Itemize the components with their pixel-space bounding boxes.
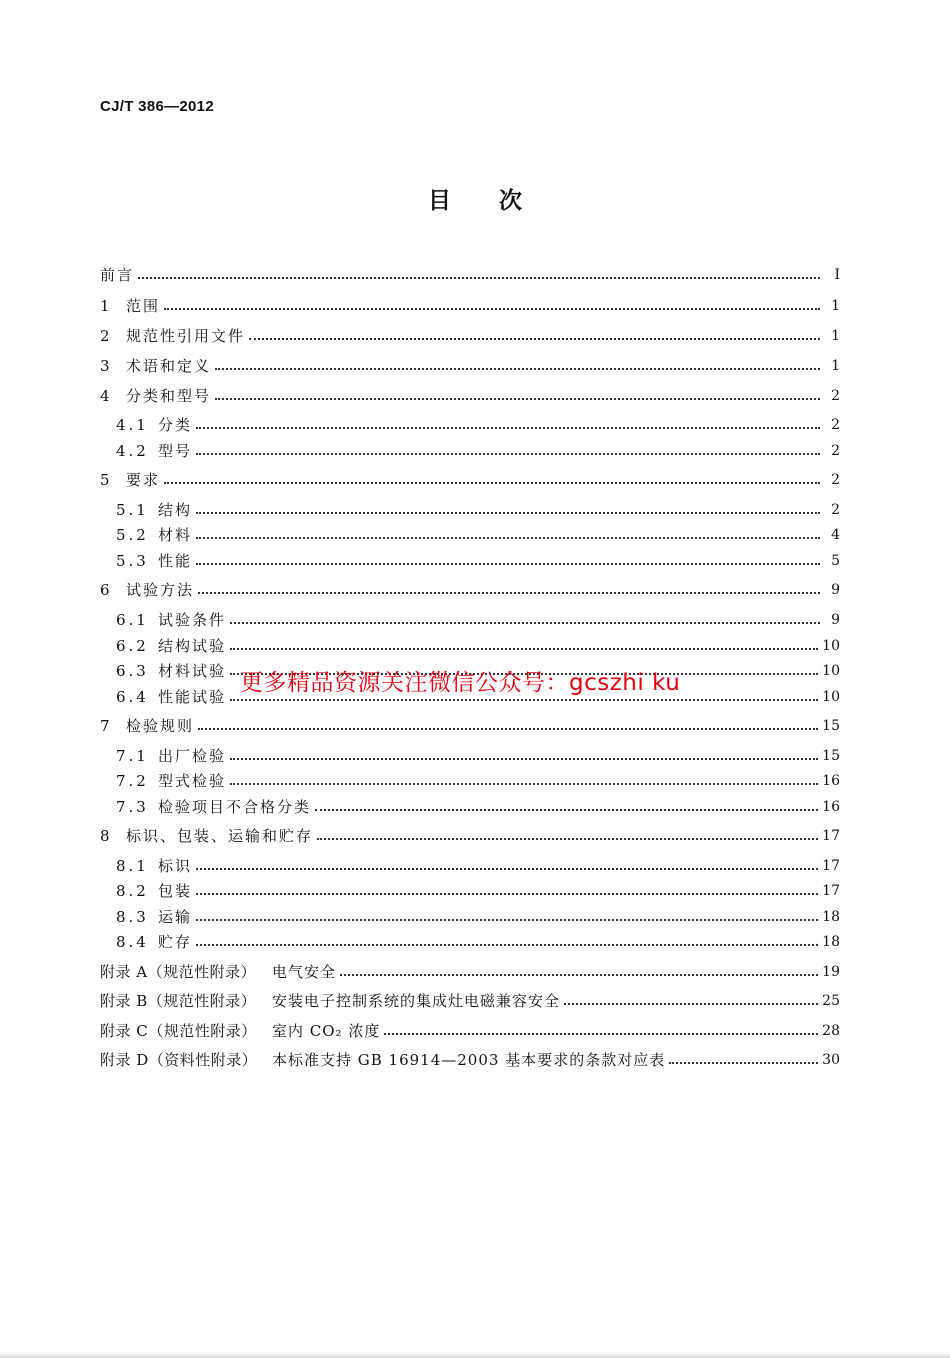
toc-leader-dots [196,892,818,895]
toc-entry[interactable] [100,990,840,1010]
toc-leader-dots [669,1061,818,1064]
toc-entry-number: 6.3 [116,662,149,680]
toc-entry-number: 6 [100,581,111,599]
toc-entry-label: 贮存 [158,933,193,951]
toc-leader-dots [198,591,820,594]
toc-entry-label: 检验项目不合格分类 [158,798,312,816]
toc-leader-dots [196,452,820,455]
toc-entry-page: 5 [831,553,840,569]
toc-entry-page: Ⅰ [834,267,840,283]
toc-entry-page: 2 [831,443,840,459]
toc-entry-label: 标识、包装、运输和贮存 [126,827,314,845]
toc-entry-label: 分类和型号 [126,387,212,405]
toc-leader-dots [196,867,818,870]
toc-entry-label: 本标准支持 GB 16914—2003 基本要求的条款对应表 [272,1051,666,1069]
toc-entry-page: 1 [831,358,840,374]
toc-entry-page: 2 [831,388,840,404]
toc-entry-number: 7.2 [116,772,149,790]
toc-entry-label: 规范性引用文件 [126,327,246,345]
toc-entry[interactable] [100,385,840,405]
toc-entry-label: 试验条件 [158,611,227,629]
toc-entry-label: 范围 [126,297,161,315]
toc-entry[interactable] [116,414,840,434]
toc-entry-page: 18 [822,909,840,925]
toc-entry[interactable] [100,961,840,981]
toc-entry-number: 附录 C（规范性附录） [100,1022,257,1040]
toc-entry-label: 型号 [158,442,193,460]
toc-entry[interactable] [100,325,840,345]
toc-entry-page: 10 [822,638,840,654]
toc-entry-label: 包装 [158,882,193,900]
scan-edge-divider [0,1352,950,1358]
toc-entry[interactable] [116,499,840,519]
toc-entry-number: 6.1 [116,611,149,629]
toc-entry[interactable] [100,715,840,735]
toc-entry-number: 8 [100,827,111,845]
document-code: CJ/T 386—2012 [100,98,214,115]
toc-leader-dots [230,757,818,760]
toc-entry-page: 16 [822,773,840,789]
toc-leader-dots [164,307,820,310]
toc-entry-number: 4.2 [116,442,149,460]
toc-leader-dots [196,918,818,921]
toc-entry-label: 结构 [158,501,193,519]
toc-entry[interactable] [116,609,840,629]
toc-entry[interactable] [116,855,840,875]
toc-entry[interactable] [116,524,840,544]
toc-leader-dots [317,837,818,840]
toc-entry-number: 4.1 [116,416,149,434]
toc-entry[interactable] [116,906,840,926]
toc-entry-number: 附录 D（资料性附录） [100,1051,258,1069]
toc-entry-label: 出厂检验 [158,747,227,765]
toc-entry-number: 5.1 [116,501,149,519]
toc-entry-label: 前言 [100,266,135,284]
toc-entry-label: 试验方法 [126,581,195,599]
toc-entry[interactable] [100,1049,840,1069]
toc-leader-dots [196,426,820,429]
toc-leader-dots [230,698,818,701]
toc-leader-dots [340,973,818,976]
toc-entry-page: 25 [822,993,840,1009]
toc-entry-page: 17 [822,858,840,874]
toc-entry[interactable] [100,295,840,315]
toc-entry-page: 10 [822,663,840,679]
toc-entry-number: 附录 A（规范性附录） [100,963,257,981]
watermark-text: 更多精品资源关注微信公众号：gcszhi ku [240,670,681,696]
toc-entry[interactable] [116,931,840,951]
toc-entry-label: 检验规则 [126,717,195,735]
toc-entry[interactable] [116,796,840,816]
toc-entry-page: 15 [822,748,840,764]
toc-entry-number: 8.1 [116,857,149,875]
toc-leader-dots [196,536,820,539]
toc-entry[interactable] [100,469,840,489]
toc-entry-number: 6.2 [116,637,149,655]
toc-entry-label: 材料试验 [158,662,227,680]
toc-entry-number: 7.1 [116,747,149,765]
toc-entry-page: 16 [822,799,840,815]
toc-leader-dots [230,621,820,624]
toc-entry[interactable] [100,264,840,284]
toc-leader-dots [215,397,820,400]
toc-entry-label: 性能 [158,552,193,570]
toc-entry-page: 19 [822,964,840,980]
toc-entry[interactable] [116,770,840,790]
toc-entry-page: 10 [822,689,840,705]
toc-entry-label: 要求 [126,471,161,489]
toc-entry-label: 运输 [158,908,193,926]
toc-entry[interactable] [100,355,840,375]
toc-entry[interactable] [100,825,840,845]
toc-entry[interactable] [116,635,840,655]
toc-entry-number: 5.2 [116,526,149,544]
toc-entry-label: 结构试验 [158,637,227,655]
toc-entry-number: 8.2 [116,882,149,900]
toc-leader-dots [230,647,818,650]
toc-leader-dots [164,481,820,484]
toc-entry-label: 材料 [158,526,193,544]
toc-entry[interactable] [116,550,840,570]
toc-leader-dots [196,562,820,565]
toc-entry-number: 5.3 [116,552,149,570]
page-title: 目次 [428,188,570,214]
toc-leader-dots [384,1032,818,1035]
toc-entry-page: 28 [822,1023,840,1039]
toc-entry-number: 7 [100,717,111,735]
toc-entry-page: 2 [831,502,840,518]
toc-entry-label: 室内 CO₂ 浓度 [272,1022,381,1040]
toc-entry-page: 9 [831,582,840,598]
toc-entry-label: 电气安全 [272,963,337,981]
toc-entry-label: 标识 [158,857,193,875]
toc-entry-number: 1 [100,297,111,315]
toc-entry-label: 型式检验 [158,772,227,790]
toc-leader-dots [249,337,820,340]
toc-entry-label: 分类 [158,416,193,434]
toc-entry-label: 性能试验 [158,688,227,706]
toc-entry-number: 8.4 [116,933,149,951]
toc-entry[interactable] [100,579,840,599]
toc-entry-page: 17 [822,828,840,844]
toc-entry-page: 18 [822,934,840,950]
toc-entry-number: 4 [100,387,111,405]
toc-entry-number: 3 [100,357,111,375]
toc-entry-label: 术语和定义 [126,357,212,375]
toc-entry-page: 2 [831,417,840,433]
toc-entry-number: 6.4 [116,688,149,706]
toc-entry[interactable] [116,880,840,900]
toc-entry-page: 2 [831,472,840,488]
toc-entry-page: 1 [831,328,840,344]
toc-leader-dots [215,367,820,370]
toc-entry-number: 8.3 [116,908,149,926]
toc-entry-page: 9 [831,612,840,628]
toc-entry-page: 1 [831,298,840,314]
toc-leader-dots [138,276,820,279]
toc-leader-dots [196,943,818,946]
toc-entry-page: 30 [822,1052,840,1068]
toc-entry-number: 5 [100,471,111,489]
toc-leader-dots [196,511,820,514]
toc-entry-number: 7.3 [116,798,149,816]
toc-entry[interactable] [116,440,840,460]
toc-entry-label: 安装电子控制系统的集成灶电磁兼容安全 [272,992,561,1010]
toc-leader-dots [230,782,818,785]
toc-leader-dots [315,808,818,811]
toc-leader-dots [198,727,818,730]
toc-entry[interactable] [116,745,840,765]
toc-entry[interactable] [100,1020,840,1040]
toc-leader-dots [564,1002,818,1005]
toc-entry-number: 2 [100,327,111,345]
toc-entry-number: 附录 B（规范性附录） [100,992,257,1010]
toc-entry-page: 17 [822,883,840,899]
toc-entry-page: 4 [831,527,840,543]
toc-entry-page: 15 [822,718,840,734]
